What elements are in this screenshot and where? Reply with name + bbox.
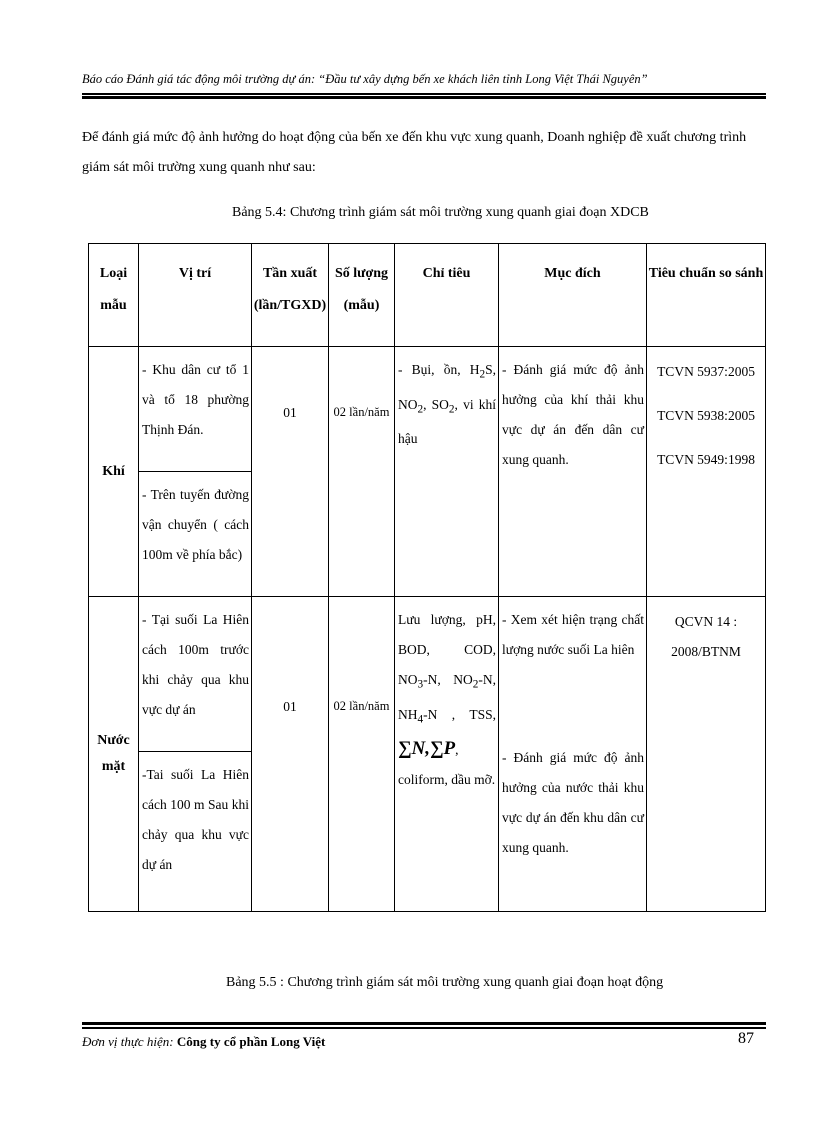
location-water-1: - Tại suối La Hiên cách 100m trước khi chảy qua khu vực dự án [142, 612, 249, 717]
header-parameters: Chỉ tiêu [395, 244, 499, 347]
sample-type-air: Khí [89, 347, 139, 597]
footer-rule-thick [82, 1022, 766, 1025]
table-caption-5-4: Bảng 5.4: Chương trình giám sát môi trường xung quanh giai đoạn XDCB [232, 205, 649, 220]
frequency-air: 01 [252, 347, 329, 597]
footer [82, 1034, 325, 1050]
location-water-2: -Tai suối La Hiên cách 100 m Sau khi chảy qua khu vực dự án [142, 767, 249, 872]
header-location: Vị trí [139, 244, 252, 347]
standards-air [647, 347, 765, 475]
frequency-water: 01 [252, 597, 329, 912]
quantity-air: 02 lần/năm [329, 347, 395, 597]
header-rule-thick [82, 96, 766, 99]
standard-water: QCVN 14 : 2008/BTNM [671, 614, 741, 659]
header-standard: Tiêu chuẩn so sánh [647, 244, 766, 347]
parameters-air: - Bụi, ồn, $H_2S$, $NO_2$, $SO_2$, vi khí hậu [398, 362, 496, 447]
purpose-water-1: - Xem xét hiện trạng chất lượng nước suối La hiên [502, 612, 644, 657]
location-air-1: - Khu dân cư tổ 1 và tổ 18 phường Thịnh Đán. [142, 362, 249, 437]
purpose-water-2: - Đánh giá mức độ ảnh hưởng của nước thải khu vực dự án đến khu dân cư xung quanh. [502, 750, 644, 855]
standard-air-1: TCVN 5937:2005 [657, 364, 755, 379]
header-rule-thin [82, 93, 766, 95]
quantity-water: 02 lần/năm [329, 597, 395, 912]
table-row-air-1 [89, 347, 766, 472]
header-quantity: Số lượng (mẫu) [329, 244, 395, 347]
parameters-water: Lưu lượng, pH, BOD, COD, $NO_3-N$, $NO_2-N$, $NH_4-N$ , TSS, ∑N,∑P, coliform, dầu mỡ. [398, 612, 496, 788]
footer-rule-thin [82, 1027, 766, 1029]
purpose-air: - Đánh giá mức độ ảnh hưởng của khí thải khu vực dự án đến dân cư xung quanh. [502, 362, 644, 467]
header-frequency: Tần xuất (lần/TGXD) [252, 244, 329, 347]
sample-type-water: Nước mặt [89, 597, 139, 912]
location-air-2: - Trên tuyến đường vận chuyển ( cách 100m về phía bắc) [142, 487, 249, 562]
table-caption-5-5: Bảng 5.5 : Chương trình giám sát môi trường xung quanh giai đoạn hoạt động [226, 975, 664, 990]
table-header-row [89, 244, 766, 347]
header-sample-type: Loại mẫu [89, 244, 139, 347]
monitoring-table [88, 243, 766, 912]
page-number: 87 [738, 1030, 754, 1047]
intro-paragraph: Để đánh giá mức độ ảnh hưởng do hoạt động của bến xe đến khu vực xung quanh, Doanh nghiệp đề xuất chương trình giám sát môi trường xung quanh như sau: [82, 130, 747, 175]
footer-company: Công ty cổ phần Long Việt [176, 1034, 326, 1049]
header-purpose: Mục đích [499, 244, 647, 347]
running-header: Báo cáo Đánh giá tác động môi trường dự án: “Đầu tư xây dựng bến xe khách liên tỉnh Long Việt Thái Nguyên” [82, 72, 648, 86]
standard-air-2: TCVN 5938:2005 [657, 408, 755, 423]
footer-label: Đơn vị thực hiện: [82, 1034, 174, 1049]
standard-air-3: TCVN 5949:1998 [657, 452, 755, 467]
table-row-water-1 [89, 597, 766, 752]
